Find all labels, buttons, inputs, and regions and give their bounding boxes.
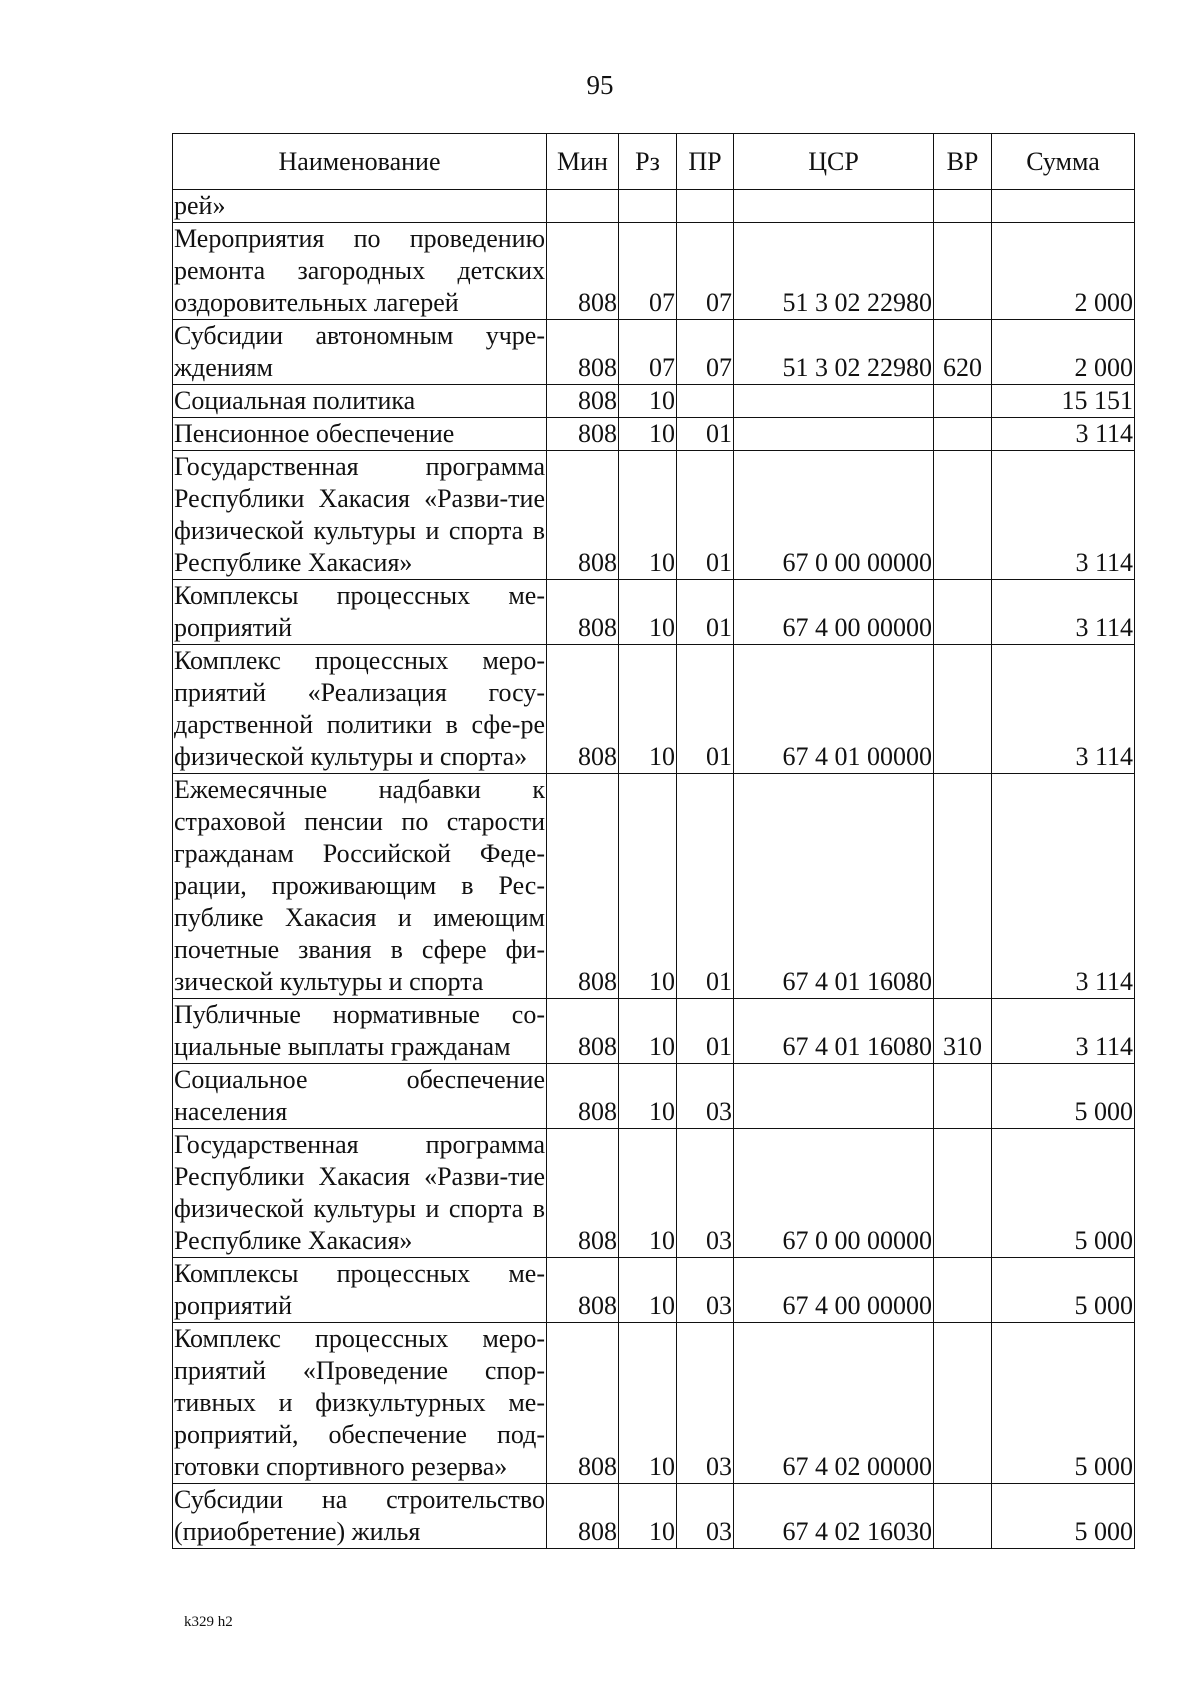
row-pr: 03	[677, 1064, 734, 1129]
row-min: 808	[547, 223, 619, 320]
row-csr	[734, 190, 934, 223]
row-sum: 2 000	[992, 223, 1135, 320]
row-sum: 5 000	[992, 1129, 1135, 1258]
row-min: 808	[547, 320, 619, 385]
row-rz: 10	[619, 385, 677, 418]
row-name: Пенсионное обеспечение	[173, 418, 547, 451]
row-sum: 3 114	[992, 999, 1135, 1064]
table-row	[173, 1258, 1135, 1323]
table-header	[173, 134, 1135, 190]
row-pr	[677, 385, 734, 418]
row-rz: 10	[619, 1129, 677, 1258]
row-pr: 03	[677, 1258, 734, 1323]
row-min: 808	[547, 385, 619, 418]
row-min: 808	[547, 999, 619, 1064]
row-pr: 07	[677, 223, 734, 320]
row-min: 808	[547, 580, 619, 645]
row-vr	[934, 418, 992, 451]
table-row	[173, 774, 1135, 999]
row-rz: 10	[619, 645, 677, 774]
header-min: Мин	[547, 134, 619, 190]
row-rz	[619, 190, 677, 223]
row-name: Мероприятия по проведению ремонта загородных детских оздоровительных лагерей	[173, 223, 547, 320]
row-sum	[992, 190, 1135, 223]
row-name: Комплексы процессных ме-роприятий	[173, 580, 547, 645]
row-csr	[734, 418, 934, 451]
row-rz: 10	[619, 1258, 677, 1323]
row-name: Ежемесячные надбавки к страховой пенсии по старости гражданам Российской Феде-рации, проживающим в Рес-публике Хакасия и имеющим почетные звания в сфере фи-зической культуры и спорта	[173, 774, 547, 999]
row-min: 808	[547, 1258, 619, 1323]
row-csr: 67 4 01 16080	[734, 999, 934, 1064]
row-sum: 2 000	[992, 320, 1135, 385]
row-vr	[934, 1484, 992, 1549]
row-name: Комплекс процессных меро-приятий «Реализация госу-дарственной политики в сфе-ре физической культуры и спорта»	[173, 645, 547, 774]
row-pr: 01	[677, 774, 734, 999]
row-vr	[934, 385, 992, 418]
row-sum: 5 000	[992, 1064, 1135, 1129]
row-csr: 51 3 02 22980	[734, 320, 934, 385]
row-name: Публичные нормативные со-циальные выплаты гражданам	[173, 999, 547, 1064]
table-row	[173, 385, 1135, 418]
row-min: 808	[547, 645, 619, 774]
row-min: 808	[547, 1064, 619, 1129]
row-vr	[934, 190, 992, 223]
row-name: Субсидии автономным учре-ждениям	[173, 320, 547, 385]
row-rz: 10	[619, 451, 677, 580]
row-vr	[934, 1323, 992, 1484]
row-csr: 51 3 02 22980	[734, 223, 934, 320]
row-name: Государственная программа Республики Хакасия «Разви-тие физической культуры и спорта в Республике Хакасия»	[173, 451, 547, 580]
row-rz: 07	[619, 320, 677, 385]
row-pr: 07	[677, 320, 734, 385]
row-rz: 10	[619, 774, 677, 999]
row-pr: 03	[677, 1323, 734, 1484]
row-csr	[734, 385, 934, 418]
row-rz: 10	[619, 1323, 677, 1484]
row-name: Субсидии на строительство (приобретение) жилья	[173, 1484, 547, 1549]
row-sum: 5 000	[992, 1258, 1135, 1323]
row-sum: 3 114	[992, 774, 1135, 999]
row-sum: 3 114	[992, 580, 1135, 645]
header-pr: ПР	[677, 134, 734, 190]
header-vr: ВР	[934, 134, 992, 190]
table-row	[173, 580, 1135, 645]
row-pr: 01	[677, 580, 734, 645]
row-min: 808	[547, 1129, 619, 1258]
row-rz: 10	[619, 418, 677, 451]
row-pr: 01	[677, 999, 734, 1064]
row-pr: 01	[677, 418, 734, 451]
row-vr	[934, 580, 992, 645]
row-vr	[934, 451, 992, 580]
budget-table	[172, 133, 1135, 1549]
row-name: Социальное обеспечение населения	[173, 1064, 547, 1129]
table-row	[173, 223, 1135, 320]
row-vr	[934, 1129, 992, 1258]
row-sum: 3 114	[992, 418, 1135, 451]
table-row	[173, 1129, 1135, 1258]
row-min: 808	[547, 1484, 619, 1549]
row-pr	[677, 190, 734, 223]
table-row	[173, 645, 1135, 774]
row-name: Комплекс процессных меро-приятий «Проведение спор-тивных и физкультурных ме-роприятий, обеспечение под-готовки спортивного резерва»	[173, 1323, 547, 1484]
row-sum: 5 000	[992, 1484, 1135, 1549]
row-rz: 10	[619, 999, 677, 1064]
table-row	[173, 1484, 1135, 1549]
row-min	[547, 190, 619, 223]
row-csr: 67 4 01 16080	[734, 774, 934, 999]
page-number: 95	[586, 70, 614, 100]
row-min: 808	[547, 1323, 619, 1484]
table-row	[173, 451, 1135, 580]
header-rz: Рз	[619, 134, 677, 190]
row-csr	[734, 1064, 934, 1129]
table-row	[173, 1064, 1135, 1129]
row-vr	[934, 223, 992, 320]
table-row	[173, 320, 1135, 385]
row-vr	[934, 645, 992, 774]
row-pr: 01	[677, 645, 734, 774]
footer-document-code: k329 h2	[184, 1614, 233, 1630]
row-csr: 67 4 00 00000	[734, 580, 934, 645]
row-name: Социальная политика	[173, 385, 547, 418]
row-sum: 5 000	[992, 1323, 1135, 1484]
row-csr: 67 4 00 00000	[734, 1258, 934, 1323]
row-name: рей»	[173, 190, 547, 223]
row-vr	[934, 1258, 992, 1323]
row-name: Комплексы процессных ме-роприятий	[173, 1258, 547, 1323]
row-csr: 67 4 02 00000	[734, 1323, 934, 1484]
header-name: Наименование	[173, 134, 547, 190]
row-pr: 01	[677, 451, 734, 580]
table-row	[173, 999, 1135, 1064]
row-pr: 03	[677, 1129, 734, 1258]
row-csr: 67 0 00 00000	[734, 451, 934, 580]
row-pr: 03	[677, 1484, 734, 1549]
row-rz: 10	[619, 580, 677, 645]
header-csr: ЦСР	[734, 134, 934, 190]
row-min: 808	[547, 774, 619, 999]
row-csr: 67 4 01 00000	[734, 645, 934, 774]
row-vr: 310	[934, 999, 992, 1064]
row-min: 808	[547, 451, 619, 580]
table-body	[173, 190, 1135, 1549]
row-sum: 3 114	[992, 645, 1135, 774]
row-vr	[934, 1064, 992, 1129]
table-row	[173, 418, 1135, 451]
table-row	[173, 1323, 1135, 1484]
header-sum: Сумма	[992, 134, 1135, 190]
header-row	[173, 134, 1135, 190]
row-vr	[934, 774, 992, 999]
table-row	[173, 190, 1135, 223]
row-sum: 15 151	[992, 385, 1135, 418]
row-rz: 07	[619, 223, 677, 320]
row-sum: 3 114	[992, 451, 1135, 580]
row-name: Государственная программа Республики Хакасия «Разви-тие физической культуры и спорта в Республике Хакасия»	[173, 1129, 547, 1258]
row-rz: 10	[619, 1064, 677, 1129]
row-vr: 620	[934, 320, 992, 385]
row-csr: 67 4 02 16030	[734, 1484, 934, 1549]
row-rz: 10	[619, 1484, 677, 1549]
row-min: 808	[547, 418, 619, 451]
row-csr: 67 0 00 00000	[734, 1129, 934, 1258]
